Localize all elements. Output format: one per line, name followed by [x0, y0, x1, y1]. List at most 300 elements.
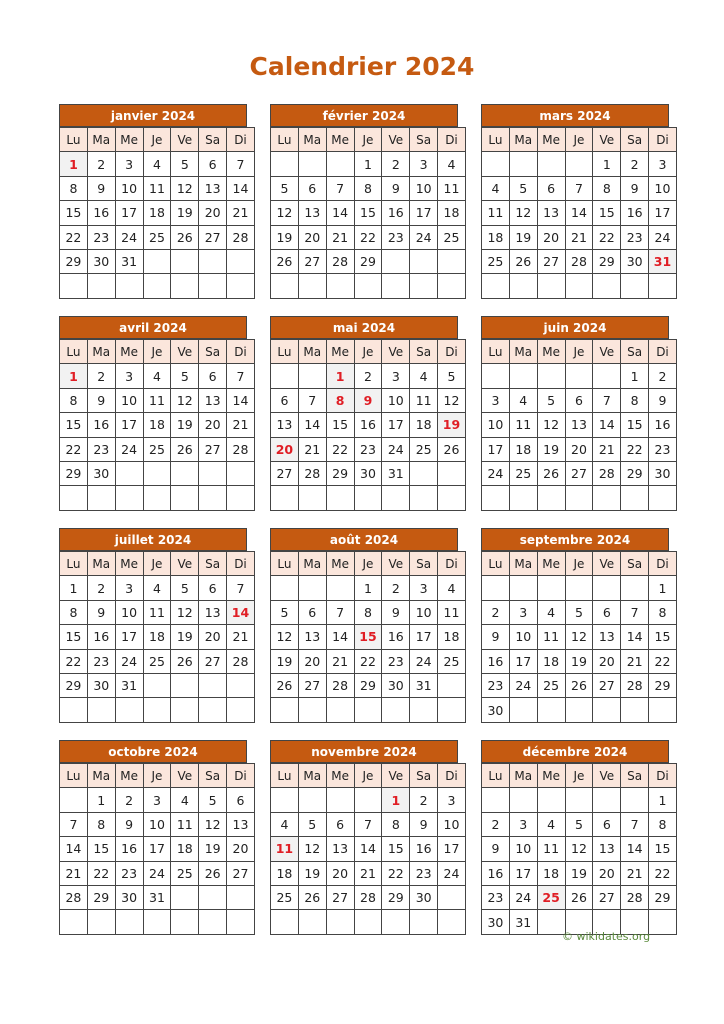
- weekday-label: Ve: [382, 128, 410, 152]
- day-cell: 12: [199, 812, 227, 836]
- day-cell: 10: [438, 812, 466, 836]
- empty-cell: [271, 486, 299, 510]
- day-cell: 18: [143, 201, 171, 225]
- day-cell: 7: [298, 388, 326, 412]
- day-cell: 16: [354, 413, 382, 437]
- weekday-label: Di: [438, 340, 466, 364]
- day-cell: 17: [115, 201, 143, 225]
- day-cell: 29: [60, 673, 88, 697]
- day-cell: 31: [382, 461, 410, 485]
- day-cell: 7: [227, 364, 255, 388]
- day-cell: 9: [87, 600, 115, 624]
- weekday-label: Je: [565, 552, 593, 576]
- week-row: [271, 437, 466, 461]
- day-cell: 8: [621, 388, 649, 412]
- day-cell: 15: [593, 201, 621, 225]
- day-cell: 31: [143, 885, 171, 909]
- day-cell: 7: [565, 176, 593, 200]
- day-cell: 9: [649, 388, 677, 412]
- day-cell: 23: [621, 225, 649, 249]
- day-cell: 16: [115, 837, 143, 861]
- empty-cell: [227, 274, 255, 298]
- empty-cell: [593, 486, 621, 510]
- day-cell: 31: [115, 249, 143, 273]
- day-cell: 16: [87, 201, 115, 225]
- weekday-label: Sa: [621, 128, 649, 152]
- empty-cell: [171, 486, 199, 510]
- day-cell: 22: [649, 649, 677, 673]
- weekday-label: Sa: [199, 764, 227, 788]
- day-cell: 27: [298, 249, 326, 273]
- month-title: janvier 2024: [59, 104, 247, 127]
- empty-cell: [298, 274, 326, 298]
- day-cell: 20: [593, 649, 621, 673]
- empty-cell: [171, 461, 199, 485]
- weekday-label: Ve: [382, 552, 410, 576]
- empty-cell: [354, 274, 382, 298]
- holiday-cell: 20: [271, 437, 299, 461]
- weekday-header-row: [482, 552, 677, 576]
- empty-cell: [87, 910, 115, 934]
- week-row: [271, 249, 466, 273]
- day-cell: 24: [410, 225, 438, 249]
- day-cell: 30: [87, 673, 115, 697]
- day-cell: 26: [171, 437, 199, 461]
- empty-cell: [438, 461, 466, 485]
- day-cell: 21: [326, 649, 354, 673]
- weekday-label: Sa: [199, 128, 227, 152]
- week-row: [482, 413, 677, 437]
- day-cell: 24: [438, 861, 466, 885]
- day-cell: 28: [593, 461, 621, 485]
- empty-cell: [509, 486, 537, 510]
- week-row: [271, 388, 466, 412]
- day-cell: 22: [60, 437, 88, 461]
- empty-cell: [438, 698, 466, 722]
- weekday-label: Ma: [87, 340, 115, 364]
- day-cell: 17: [438, 837, 466, 861]
- empty-cell: [199, 274, 227, 298]
- empty-cell: [438, 910, 466, 934]
- weekday-label: Lu: [482, 552, 510, 576]
- day-cell: 21: [298, 437, 326, 461]
- day-cell: 7: [354, 812, 382, 836]
- day-cell: 20: [537, 225, 565, 249]
- weekday-label: Ma: [509, 340, 537, 364]
- day-cell: 18: [410, 413, 438, 437]
- day-cell: 4: [438, 152, 466, 176]
- month-table: [59, 763, 255, 935]
- holiday-cell: 19: [438, 413, 466, 437]
- day-cell: 25: [438, 649, 466, 673]
- day-cell: 8: [60, 176, 88, 200]
- day-cell: 26: [509, 249, 537, 273]
- day-cell: 4: [143, 576, 171, 600]
- week-row: [60, 600, 255, 624]
- weekday-header-row: [482, 764, 677, 788]
- day-cell: 4: [143, 152, 171, 176]
- day-cell: 22: [60, 225, 88, 249]
- week-row: [60, 176, 255, 200]
- day-cell: 21: [621, 861, 649, 885]
- day-cell: 22: [649, 861, 677, 885]
- weekday-label: Ve: [593, 128, 621, 152]
- day-cell: 7: [326, 176, 354, 200]
- day-cell: 14: [354, 837, 382, 861]
- empty-cell: [354, 910, 382, 934]
- weekday-header-row: [60, 764, 255, 788]
- week-row: [60, 649, 255, 673]
- day-cell: 25: [410, 437, 438, 461]
- empty-cell: [354, 486, 382, 510]
- empty-cell: [227, 910, 255, 934]
- weekday-label: Sa: [410, 128, 438, 152]
- weekday-label: Ve: [593, 552, 621, 576]
- weekday-label: Ma: [509, 764, 537, 788]
- week-row: [60, 698, 255, 722]
- empty-cell: [271, 364, 299, 388]
- day-cell: 2: [87, 364, 115, 388]
- empty-cell: [227, 698, 255, 722]
- empty-cell: [143, 910, 171, 934]
- day-cell: 12: [171, 176, 199, 200]
- month-table: [270, 339, 466, 511]
- day-cell: 11: [509, 413, 537, 437]
- day-cell: 24: [482, 461, 510, 485]
- weekday-label: Lu: [271, 128, 299, 152]
- day-cell: 8: [60, 600, 88, 624]
- day-cell: 25: [271, 885, 299, 909]
- day-cell: 15: [649, 625, 677, 649]
- weekday-label: Je: [354, 340, 382, 364]
- week-row: [271, 812, 466, 836]
- holiday-cell: 1: [60, 152, 88, 176]
- empty-cell: [143, 249, 171, 273]
- day-cell: 9: [621, 176, 649, 200]
- day-cell: 18: [482, 225, 510, 249]
- empty-cell: [410, 910, 438, 934]
- week-row: [482, 812, 677, 836]
- day-cell: 18: [537, 861, 565, 885]
- weekday-header-row: [271, 552, 466, 576]
- week-row: [60, 910, 255, 934]
- day-cell: 17: [410, 201, 438, 225]
- day-cell: 9: [482, 625, 510, 649]
- day-cell: 23: [87, 437, 115, 461]
- empty-cell: [537, 910, 565, 934]
- week-row: [482, 225, 677, 249]
- day-cell: 12: [171, 388, 199, 412]
- weekday-label: Lu: [271, 552, 299, 576]
- day-cell: 27: [326, 885, 354, 909]
- day-cell: 28: [621, 673, 649, 697]
- day-cell: 3: [649, 152, 677, 176]
- weekday-label: Di: [227, 764, 255, 788]
- empty-cell: [199, 461, 227, 485]
- day-cell: 23: [649, 437, 677, 461]
- week-row: [60, 673, 255, 697]
- month-calendar: [270, 316, 461, 505]
- empty-cell: [410, 486, 438, 510]
- day-cell: 28: [326, 673, 354, 697]
- day-cell: 21: [593, 437, 621, 461]
- day-cell: 5: [509, 176, 537, 200]
- day-cell: 21: [60, 861, 88, 885]
- day-cell: 21: [354, 861, 382, 885]
- day-cell: 13: [593, 625, 621, 649]
- day-cell: 23: [87, 649, 115, 673]
- weekday-label: Di: [438, 128, 466, 152]
- day-cell: 13: [326, 837, 354, 861]
- week-row: [482, 673, 677, 697]
- day-cell: 31: [509, 910, 537, 934]
- day-cell: 21: [565, 225, 593, 249]
- day-cell: 25: [509, 461, 537, 485]
- day-cell: 17: [115, 625, 143, 649]
- day-cell: 13: [199, 600, 227, 624]
- week-row: [271, 673, 466, 697]
- day-cell: 26: [565, 673, 593, 697]
- day-cell: 6: [298, 600, 326, 624]
- day-cell: 9: [382, 176, 410, 200]
- empty-cell: [438, 885, 466, 909]
- empty-cell: [60, 274, 88, 298]
- day-cell: 2: [87, 576, 115, 600]
- day-cell: 3: [382, 364, 410, 388]
- month-title: juin 2024: [481, 316, 669, 339]
- month-title: août 2024: [270, 528, 458, 551]
- empty-cell: [410, 274, 438, 298]
- empty-cell: [199, 885, 227, 909]
- weekday-label: Je: [143, 128, 171, 152]
- day-cell: 7: [227, 152, 255, 176]
- empty-cell: [509, 698, 537, 722]
- empty-cell: [298, 364, 326, 388]
- day-cell: 13: [199, 176, 227, 200]
- day-cell: 11: [143, 176, 171, 200]
- day-cell: 27: [593, 885, 621, 909]
- day-cell: 9: [87, 388, 115, 412]
- day-cell: 15: [60, 201, 88, 225]
- day-cell: 2: [482, 600, 510, 624]
- empty-cell: [565, 152, 593, 176]
- day-cell: 4: [537, 600, 565, 624]
- day-cell: 26: [171, 225, 199, 249]
- day-cell: 12: [271, 201, 299, 225]
- day-cell: 6: [565, 388, 593, 412]
- day-cell: 19: [565, 861, 593, 885]
- empty-cell: [410, 249, 438, 273]
- day-cell: 14: [565, 201, 593, 225]
- day-cell: 22: [354, 225, 382, 249]
- holiday-cell: 1: [326, 364, 354, 388]
- day-cell: 27: [565, 461, 593, 485]
- day-cell: 11: [482, 201, 510, 225]
- weekday-label: Me: [326, 552, 354, 576]
- empty-cell: [593, 698, 621, 722]
- week-row: [271, 885, 466, 909]
- day-cell: 27: [199, 225, 227, 249]
- empty-cell: [593, 274, 621, 298]
- empty-cell: [143, 486, 171, 510]
- empty-cell: [143, 673, 171, 697]
- day-cell: 25: [537, 673, 565, 697]
- empty-cell: [537, 486, 565, 510]
- weekday-label: Sa: [199, 552, 227, 576]
- empty-cell: [326, 698, 354, 722]
- day-cell: 9: [382, 600, 410, 624]
- day-cell: 13: [227, 812, 255, 836]
- empty-cell: [298, 486, 326, 510]
- day-cell: 30: [382, 673, 410, 697]
- day-cell: 22: [326, 437, 354, 461]
- day-cell: 8: [60, 388, 88, 412]
- day-cell: 8: [354, 176, 382, 200]
- month-title: mars 2024: [481, 104, 669, 127]
- day-cell: 18: [171, 837, 199, 861]
- month-table: [59, 551, 255, 723]
- month-title: novembre 2024: [270, 740, 458, 763]
- month-table: [59, 339, 255, 511]
- day-cell: 23: [382, 649, 410, 673]
- day-cell: 8: [593, 176, 621, 200]
- empty-cell: [271, 910, 299, 934]
- holiday-cell: 1: [60, 364, 88, 388]
- day-cell: 2: [410, 788, 438, 812]
- day-cell: 23: [482, 673, 510, 697]
- week-row: [271, 461, 466, 485]
- empty-cell: [382, 698, 410, 722]
- empty-cell: [382, 910, 410, 934]
- empty-cell: [171, 698, 199, 722]
- day-cell: 20: [298, 649, 326, 673]
- weekday-label: Me: [537, 552, 565, 576]
- day-cell: 12: [438, 388, 466, 412]
- day-cell: 10: [482, 413, 510, 437]
- weekday-label: Sa: [199, 340, 227, 364]
- day-cell: 16: [382, 201, 410, 225]
- week-row: [482, 486, 677, 510]
- day-cell: 11: [143, 600, 171, 624]
- empty-cell: [199, 249, 227, 273]
- day-cell: 29: [60, 249, 88, 273]
- month-table: [59, 127, 255, 299]
- empty-cell: [171, 274, 199, 298]
- day-cell: 23: [482, 885, 510, 909]
- week-row: [271, 274, 466, 298]
- holiday-cell: 31: [649, 249, 677, 273]
- empty-cell: [326, 152, 354, 176]
- empty-cell: [621, 486, 649, 510]
- weekday-label: Je: [565, 128, 593, 152]
- empty-cell: [482, 576, 510, 600]
- day-cell: 20: [565, 437, 593, 461]
- day-cell: 24: [410, 649, 438, 673]
- day-cell: 2: [115, 788, 143, 812]
- week-row: [60, 274, 255, 298]
- day-cell: 15: [326, 413, 354, 437]
- month-calendar: [59, 528, 250, 717]
- day-cell: 21: [227, 625, 255, 649]
- day-cell: 27: [271, 461, 299, 485]
- empty-cell: [271, 274, 299, 298]
- day-cell: 18: [438, 625, 466, 649]
- day-cell: 31: [115, 673, 143, 697]
- day-cell: 28: [227, 437, 255, 461]
- day-cell: 27: [227, 861, 255, 885]
- week-row: [482, 437, 677, 461]
- day-cell: 22: [60, 649, 88, 673]
- weekday-label: Me: [115, 128, 143, 152]
- month-title: octobre 2024: [59, 740, 247, 763]
- empty-cell: [621, 698, 649, 722]
- week-row: [60, 225, 255, 249]
- empty-cell: [649, 486, 677, 510]
- empty-cell: [354, 788, 382, 812]
- week-row: [271, 413, 466, 437]
- weekday-label: Je: [143, 340, 171, 364]
- day-cell: 6: [537, 176, 565, 200]
- empty-cell: [565, 274, 593, 298]
- month-title: septembre 2024: [481, 528, 669, 551]
- day-cell: 19: [171, 201, 199, 225]
- day-cell: 18: [438, 201, 466, 225]
- weekday-label: Je: [354, 552, 382, 576]
- day-cell: 1: [621, 364, 649, 388]
- day-cell: 6: [199, 152, 227, 176]
- weekday-label: Sa: [410, 340, 438, 364]
- day-cell: 11: [537, 625, 565, 649]
- day-cell: 4: [438, 576, 466, 600]
- weekday-label: Di: [227, 128, 255, 152]
- day-cell: 15: [649, 837, 677, 861]
- day-cell: 25: [171, 861, 199, 885]
- day-cell: 14: [326, 625, 354, 649]
- day-cell: 8: [382, 812, 410, 836]
- day-cell: 24: [649, 225, 677, 249]
- empty-cell: [87, 274, 115, 298]
- day-cell: 26: [537, 461, 565, 485]
- day-cell: 30: [410, 885, 438, 909]
- day-cell: 21: [326, 225, 354, 249]
- day-cell: 4: [143, 364, 171, 388]
- day-cell: 15: [60, 413, 88, 437]
- weekday-header-row: [271, 128, 466, 152]
- weekday-label: Ve: [382, 340, 410, 364]
- day-cell: 8: [87, 812, 115, 836]
- day-cell: 11: [537, 837, 565, 861]
- holiday-cell: 11: [271, 837, 299, 861]
- empty-cell: [326, 274, 354, 298]
- empty-cell: [298, 576, 326, 600]
- day-cell: 31: [410, 673, 438, 697]
- day-cell: 3: [509, 600, 537, 624]
- day-cell: 3: [143, 788, 171, 812]
- day-cell: 23: [87, 225, 115, 249]
- week-row: [271, 152, 466, 176]
- week-row: [60, 152, 255, 176]
- empty-cell: [60, 910, 88, 934]
- weekday-header-row: [482, 128, 677, 152]
- month-table: [270, 127, 466, 299]
- day-cell: 13: [298, 201, 326, 225]
- weekday-label: Ma: [298, 128, 326, 152]
- day-cell: 6: [199, 364, 227, 388]
- day-cell: 13: [537, 201, 565, 225]
- weekday-label: Di: [649, 552, 677, 576]
- day-cell: 16: [382, 625, 410, 649]
- day-cell: 26: [199, 861, 227, 885]
